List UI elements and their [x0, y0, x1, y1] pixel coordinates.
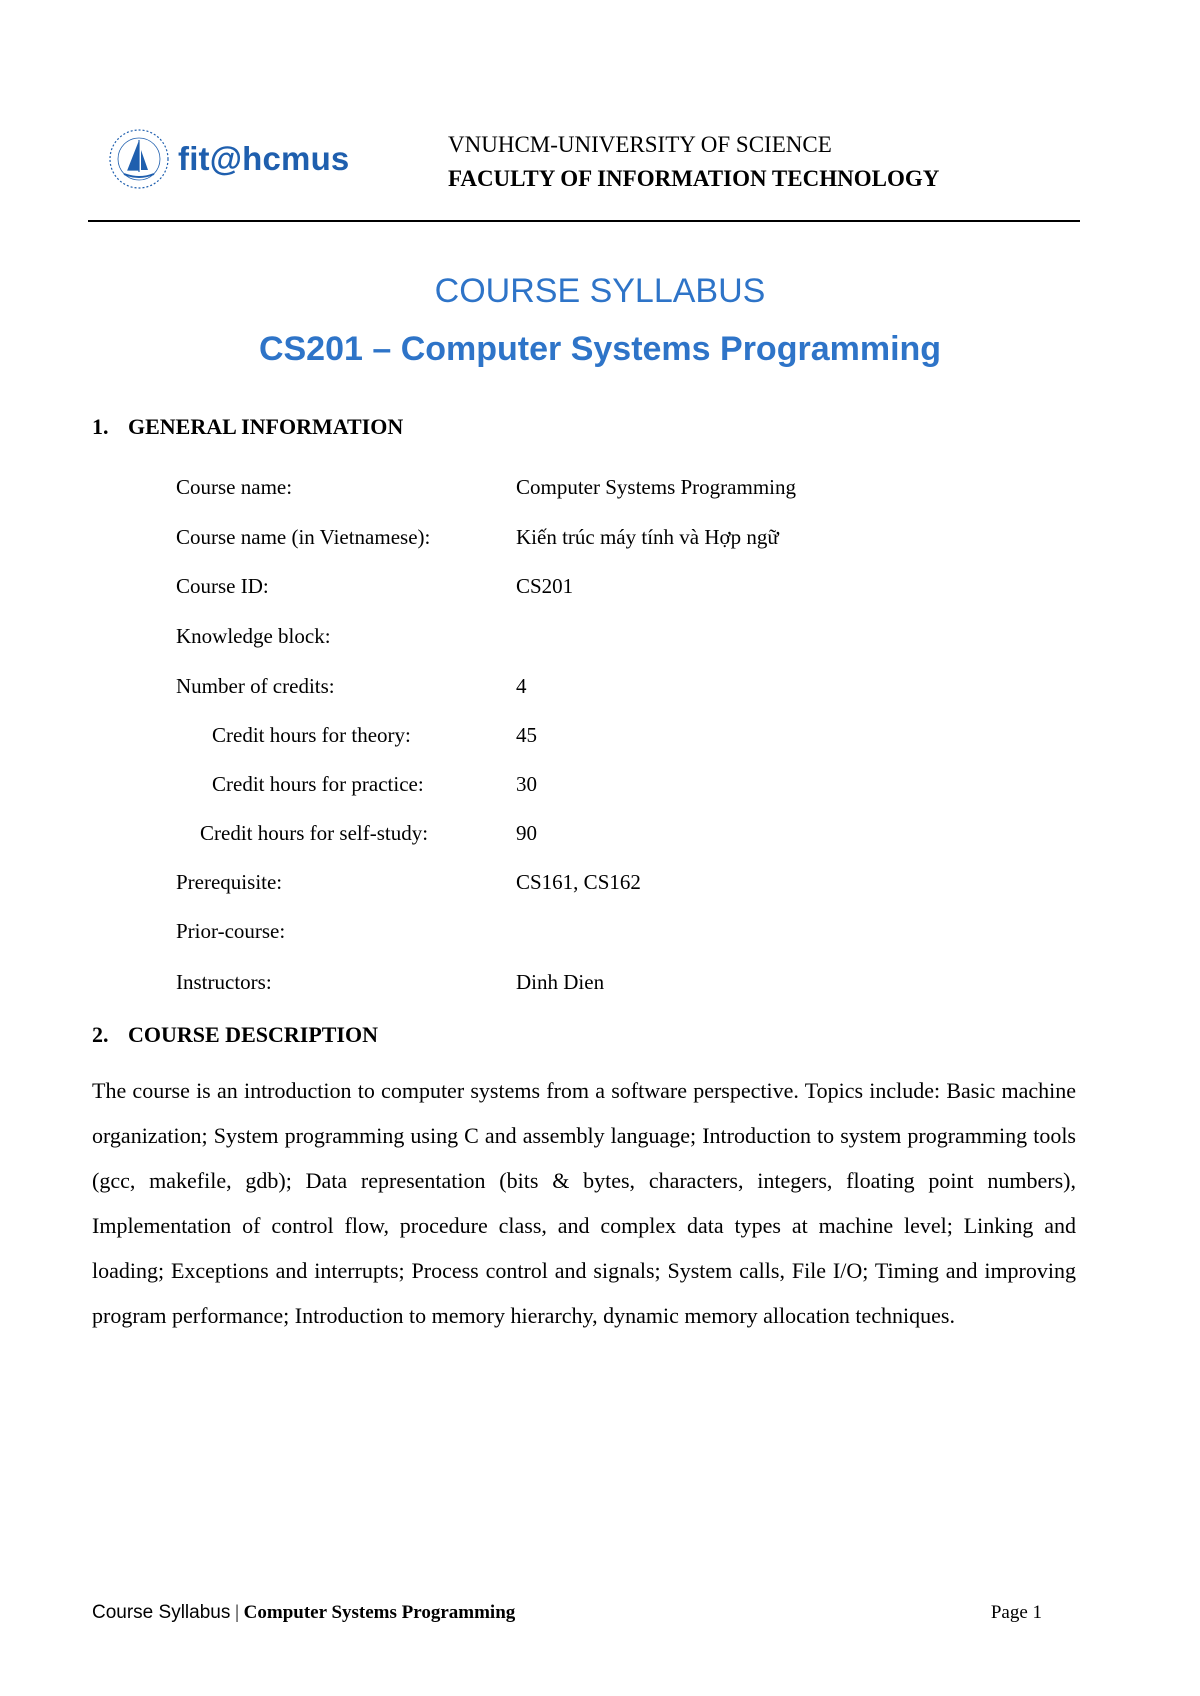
- info-row-credit-hours-theory: [176, 720, 1076, 750]
- section-title: COURSE DESCRIPTION: [128, 1022, 378, 1047]
- section-title: GENERAL INFORMATION: [128, 414, 404, 439]
- info-row-knowledge-block: [176, 621, 1076, 651]
- info-label: Prerequisite:: [176, 870, 283, 894]
- info-value: Dinh Dien: [516, 970, 605, 994]
- info-row-course-name-vietnamese: [176, 522, 1076, 552]
- info-value: Kiến trúc máy tính và Hợp ngữ: [516, 525, 779, 549]
- page-number: [991, 1602, 1042, 1624]
- info-row-credit-hours-self-study: [176, 818, 1076, 848]
- footer-course-name: Computer Systems Programming: [243, 1602, 516, 1623]
- info-value: 90: [516, 821, 537, 845]
- info-row-prior-course: [176, 916, 1076, 946]
- page-label: Page: [990, 1602, 1028, 1623]
- footer-label: Course Syllabus: [92, 1602, 231, 1623]
- page-number-value: 1: [1032, 1602, 1042, 1623]
- institution-block: [448, 128, 939, 196]
- footer-separator: |: [235, 1602, 239, 1623]
- course-title: CS201 – Computer Systems Programming: [258, 330, 942, 368]
- section-heading-course-description: [92, 1022, 378, 1048]
- info-value: 4: [516, 674, 527, 698]
- info-value: CS161, CS162: [516, 870, 641, 894]
- info-label: Credit hours for theory:: [212, 723, 411, 747]
- info-row-prerequisite: [176, 867, 1076, 897]
- info-label: Knowledge block:: [176, 624, 331, 648]
- info-label: Credit hours for practice:: [212, 772, 424, 796]
- section-heading-general-information: [92, 414, 403, 440]
- section-number: 1.: [92, 414, 109, 439]
- document-title: COURSE SYLLABUS: [434, 272, 766, 310]
- section-number: 2.: [92, 1022, 109, 1047]
- info-row-credit-hours-practice: [176, 769, 1076, 799]
- info-label: Course name:: [176, 475, 293, 499]
- university-name: VNUHCM-UNIVERSITY OF SCIENCE: [448, 132, 832, 157]
- faculty-logo: [108, 128, 350, 190]
- info-row-number-of-credits: [176, 671, 1076, 701]
- info-label: Course name (in Vietnamese):: [176, 525, 431, 549]
- info-label: Number of credits:: [176, 674, 335, 698]
- info-value: CS201: [516, 574, 574, 598]
- info-row-course-name: [176, 472, 1076, 502]
- faculty-name: FACULTY OF INFORMATION TECHNOLOGY: [448, 166, 940, 191]
- info-value: Computer Systems Programming: [516, 475, 796, 499]
- info-row-instructors: [176, 967, 1076, 997]
- info-row-course-id: [176, 571, 1076, 601]
- logo-text: fit@hcmus: [178, 140, 350, 177]
- info-value: 30: [516, 772, 537, 796]
- course-description-text: The course is an introduction to computer systems from a software perspective. Topics include: Basic machine organization; System programming using C and assembly language; Introduction to system programming tools (gcc, makefile, gdb); Data representation (bits & bytes, characters, integers, floating point numbers), Implementation of control flow, procedure class, and complex data types at machine level; Linking and loading; Exceptions and interrupts; Process control and signals; System calls, File I/O; Timing and improving program performance; Introduction to memory hierarchy, dynamic memory allocation techniques.: [92, 1078, 1076, 1328]
- header-divider: [88, 220, 1080, 222]
- info-label: Instructors:: [176, 970, 272, 994]
- info-value: 45: [516, 723, 537, 747]
- info-label: Course ID:: [176, 574, 269, 598]
- info-label: Prior-course:: [176, 919, 286, 943]
- university-seal-icon: [108, 128, 170, 190]
- info-label: Credit hours for self-study:: [200, 821, 429, 845]
- page-footer: [92, 1602, 1042, 1624]
